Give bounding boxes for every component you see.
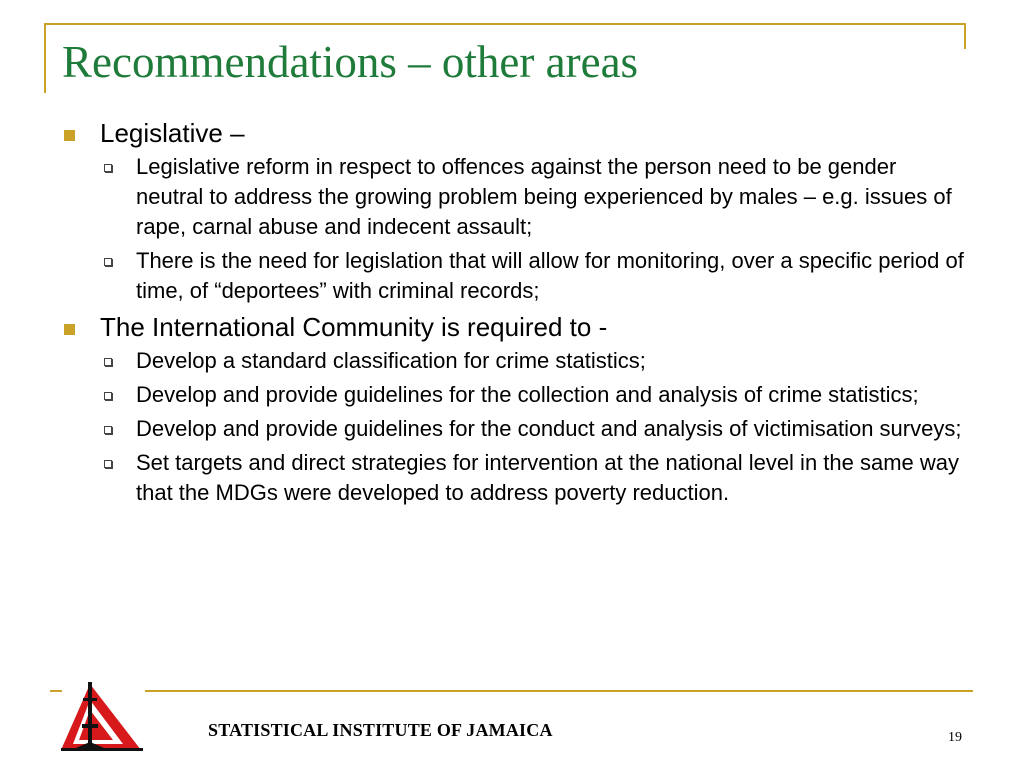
list-item (62, 346, 982, 376)
square-bullet-icon (64, 324, 75, 335)
list-item-text: Develop and provide guidelines for the conduct and analysis of victimisation surveys; (136, 416, 962, 441)
section-heading: The International Community is required to - (100, 312, 608, 342)
list-item (62, 448, 982, 508)
hollow-square-bullet-icon (104, 392, 112, 400)
statin-logo-icon (57, 680, 147, 752)
square-bullet-icon (64, 130, 75, 141)
hollow-square-bullet-icon (104, 426, 112, 434)
slide-content (62, 118, 982, 508)
list-item-text: Develop a standard classification for crime statistics; (136, 348, 646, 373)
list-item (62, 246, 982, 306)
hollow-square-bullet-icon (104, 258, 112, 266)
footer-organization: STATISTICAL INSTITUTE OF JAMAICA (208, 720, 553, 740)
slide-title: Recommendations – other areas (62, 37, 639, 87)
list-item-text: There is the need for legislation that will allow for monitoring, over a specific period of time, of “deportees” with criminal records; (136, 248, 964, 303)
section-heading: Legislative – (100, 118, 245, 148)
page-number: 19 (948, 730, 962, 745)
list-item (62, 380, 982, 410)
section-legislative (62, 118, 982, 148)
hollow-square-bullet-icon (104, 358, 112, 366)
frame-right-rule (964, 23, 966, 49)
list-item-text: Set targets and direct strategies for intervention at the national level in the same way that the MDGs were developed to address poverty reduction. (136, 450, 960, 505)
international-items (62, 346, 982, 508)
section-international (62, 312, 982, 342)
list-item-text: Legislative reform in respect to offences against the person need to be gender neutral to address the growing problem being experienced by males – e.g. issues of rape, carnal abuse and indecent assault; (136, 154, 952, 239)
legislative-items (62, 152, 982, 306)
frame-left-rule (44, 23, 46, 93)
list-item (62, 152, 982, 242)
hollow-square-bullet-icon (104, 164, 112, 172)
frame-top-rule (44, 23, 966, 25)
list-item-text: Develop and provide guidelines for the collection and analysis of crime statistics; (136, 382, 919, 407)
footer-rule (145, 690, 973, 692)
hollow-square-bullet-icon (104, 460, 112, 468)
list-item (62, 414, 982, 444)
